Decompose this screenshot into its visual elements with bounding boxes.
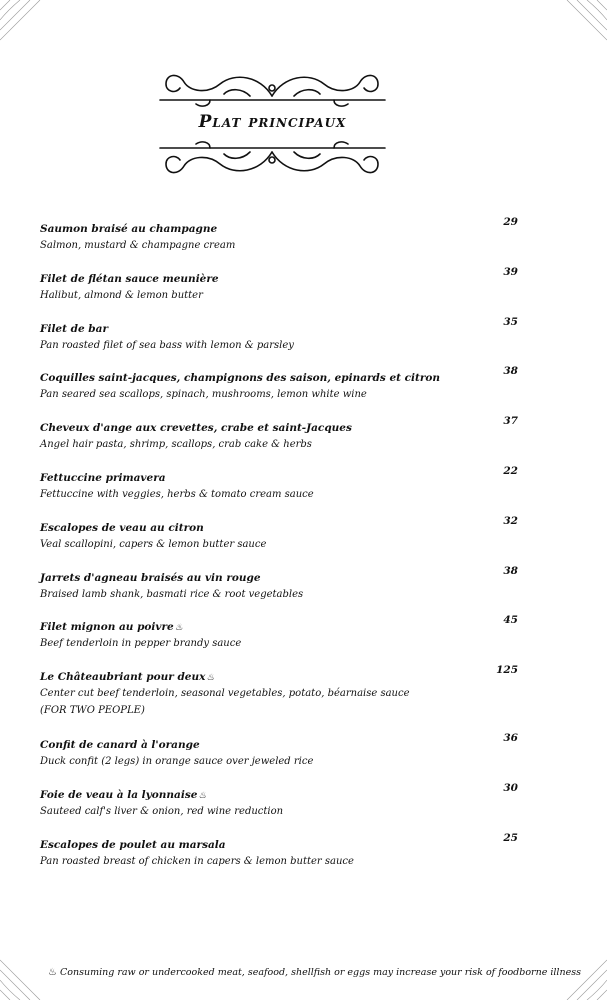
page-title: Plat principaux (198, 112, 347, 132)
corner-ornament-top-right (547, 0, 607, 60)
dish-name-text: Filet mignon au poivre (40, 621, 174, 634)
dish-name: Filet de flétan sauce meunière (40, 272, 219, 285)
dish-price: 38 (503, 365, 518, 378)
dish-price: 22 (503, 464, 518, 477)
menu-item (40, 215, 530, 265)
dish-price: 125 (496, 664, 518, 677)
dish-price: 45 (503, 614, 518, 627)
dish-description: Veal scallopini, capers & lemon butter sauce (40, 538, 267, 550)
dish-description: Sauteed calf's liver & onion, red wine reduction (40, 805, 284, 817)
menu-list (40, 215, 530, 881)
dish-description: Pan roasted breast of chicken in capers & lemon butter sauce (40, 855, 354, 867)
dish-name: Escalopes de poulet au marsala (40, 838, 226, 851)
dish-description: Halibut, almond & lemon butter (40, 289, 203, 301)
dish-name: Confit de canard à l'orange (40, 739, 200, 752)
allergen-warning-icon: ♨ (206, 673, 215, 684)
dish-price: 38 (503, 564, 518, 577)
dish-description: Pan seared sea scallops, spinach, mushrooms, lemon white wine (40, 389, 367, 401)
dish-name: Jarrets d'agneau braisés au vin rouge (40, 571, 261, 584)
dish-note: (FOR TWO PEOPLE) (40, 705, 145, 717)
dish-name: Coquilles saint-jacques, champignons des saison, epinards et citron (40, 372, 441, 385)
dish-description: Angel hair pasta, shrimp, scallops, crab cake & herbs (40, 439, 312, 451)
menu-item (40, 364, 530, 414)
allergen-warning-icon: ♨ (198, 790, 207, 801)
menu-item (40, 514, 530, 564)
dish-description: Duck confit (2 legs) in orange sauce over jeweled rice (40, 756, 314, 768)
top-flourish-ornament (150, 66, 395, 110)
dish-description: Center cut beef tenderloin, seasonal vegetables, potato, béarnaise sauce (40, 688, 410, 700)
dish-description: Pan roasted filet of sea bass with lemon & parsley (40, 339, 294, 351)
dish-price: 25 (503, 831, 518, 844)
dish-description: Braised lamb shank, basmati rice & root vegetables (40, 588, 304, 600)
menu-item (40, 315, 530, 365)
menu-item (40, 613, 530, 663)
dish-name: Escalopes de veau au citron (40, 521, 204, 534)
menu-item (40, 265, 530, 315)
dish-description: Fettuccine with veggies, herbs & tomato cream sauce (40, 488, 314, 500)
dish-price: 30 (503, 781, 518, 794)
menu-item (40, 731, 530, 781)
dish-name-text: Foie de veau à la lyonnaise (40, 788, 198, 801)
menu-item (40, 414, 530, 464)
corner-ornament-top-left (0, 0, 60, 60)
dish-name: Fettuccine primavera (40, 471, 166, 484)
dish-price: 32 (503, 514, 518, 527)
menu-item (40, 464, 530, 514)
dish-name: Cheveux d'ange aux crevettes, crabe et saint-Jacques (40, 422, 352, 435)
dish-name (40, 671, 214, 683)
allergen-warning-icon: ♨ (174, 623, 183, 634)
dish-name-text: Le Châteaubriant pour deux (40, 671, 206, 684)
menu-item (40, 831, 530, 881)
dish-name: Filet de bar (40, 322, 108, 335)
dish-description: Salmon, mustard & champagne cream (40, 240, 236, 251)
disclaimer-text: Consuming raw or undercooked meat, seafood, shellfish or eggs may increase your risk of foodborne illness (59, 967, 581, 978)
bottom-flourish-ornament (150, 138, 395, 182)
dish-description: Beef tenderloin in pepper brandy sauce (40, 638, 242, 650)
foodborne-illness-disclaimer (48, 967, 581, 978)
dish-name (40, 789, 207, 801)
dish-name (40, 621, 183, 633)
menu-item (40, 564, 530, 614)
dish-name: Saumon braisé au champagne (40, 223, 218, 235)
dish-price: 29 (503, 216, 518, 228)
menu-item (40, 781, 530, 831)
dish-price: 36 (503, 732, 518, 745)
dish-price: 35 (503, 315, 518, 328)
menu-header (150, 66, 395, 196)
menu-item (40, 663, 530, 731)
dish-price: 39 (503, 265, 518, 278)
allergen-warning-icon: ♨ (48, 967, 57, 978)
dish-price: 37 (503, 415, 518, 428)
